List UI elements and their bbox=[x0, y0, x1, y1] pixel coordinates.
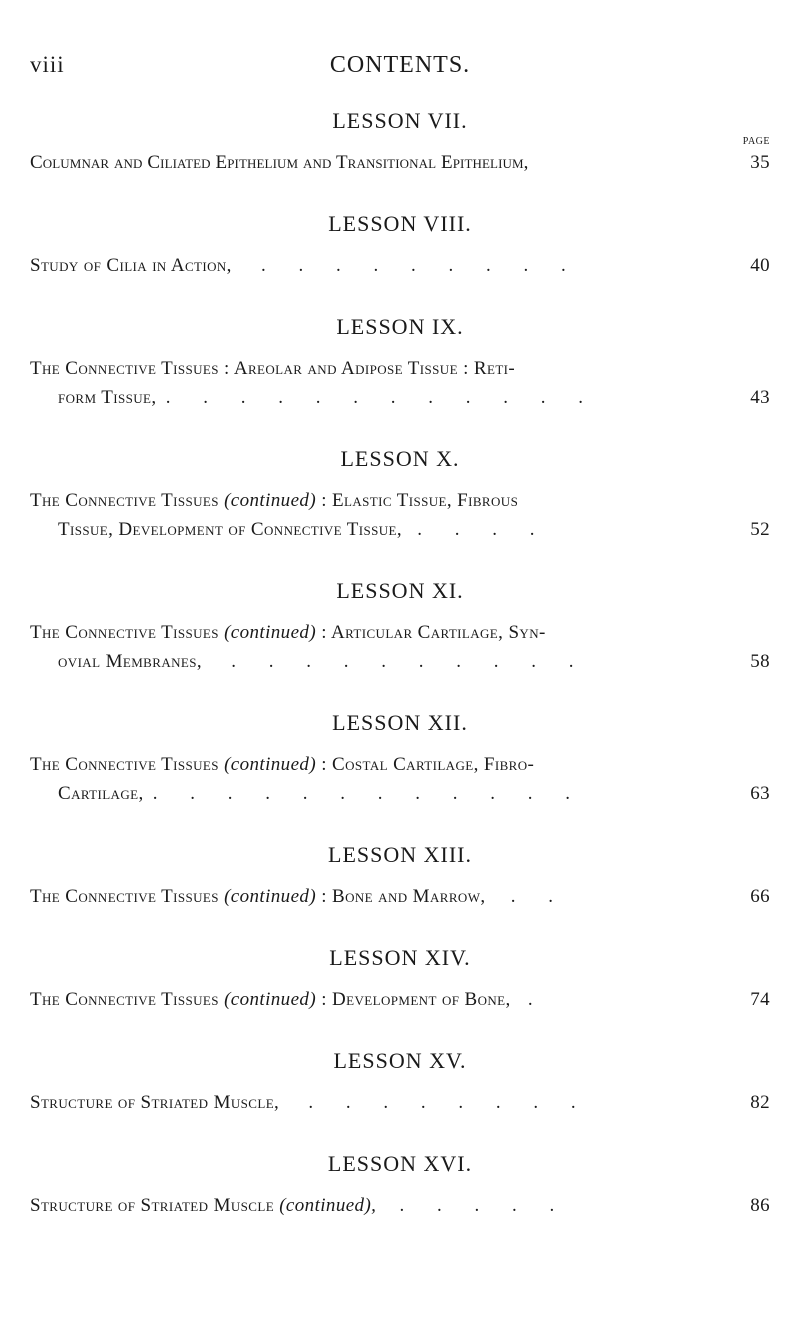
lesson-xiii bbox=[30, 842, 770, 911]
lesson-viii bbox=[30, 211, 770, 280]
dot-leader: . . . . . . . . . . . . bbox=[152, 783, 585, 804]
dot-leader: . . . . . . . . . . . . bbox=[165, 387, 597, 408]
entry-text: Study of Cilia in Action, bbox=[30, 255, 232, 276]
page-ref: 66 bbox=[750, 886, 770, 907]
lesson-vii bbox=[30, 108, 770, 177]
dot-leader: . . . . . . . . . . bbox=[231, 651, 588, 672]
lesson-ix bbox=[30, 314, 770, 412]
entry-text: ovial Membranes, bbox=[58, 651, 203, 672]
entry-text: : Elastic Tissue, Fibrous bbox=[321, 490, 519, 511]
entry-text: The Connective Tissues bbox=[30, 989, 219, 1010]
lesson-title: LESSON XII. bbox=[332, 710, 468, 735]
lesson-xv bbox=[30, 1048, 770, 1117]
entry-line bbox=[30, 383, 770, 412]
entry-text: : Articular Cartilage, Syn- bbox=[321, 622, 546, 643]
entry-line bbox=[30, 779, 770, 808]
lesson-title: LESSON VII. bbox=[332, 108, 468, 133]
page-ref: 52 bbox=[750, 519, 770, 540]
entry-text: The Connective Tissues bbox=[30, 490, 219, 511]
entry-line bbox=[30, 985, 770, 1014]
entry-text: Structure of Striated Muscle, bbox=[30, 1092, 280, 1113]
page-ref: 86 bbox=[750, 1195, 770, 1216]
dot-leader: . . bbox=[510, 886, 567, 907]
entry-italic: (continued) bbox=[224, 886, 317, 907]
page-number: viii bbox=[30, 52, 65, 77]
page-ref: 43 bbox=[750, 387, 770, 408]
lesson-xii bbox=[30, 710, 770, 808]
entry-line bbox=[30, 486, 770, 515]
lesson-title: LESSON XVI. bbox=[327, 1151, 473, 1176]
entry-text: The Connective Tissues bbox=[30, 622, 219, 643]
page-ref: 58 bbox=[750, 651, 770, 672]
dot-leader: . . . . bbox=[417, 519, 549, 540]
entry-line bbox=[30, 251, 770, 280]
dot-leader: . . . . . . . . . bbox=[260, 255, 580, 276]
dot-leader: . . . . . . . . bbox=[308, 1092, 590, 1113]
running-header bbox=[30, 52, 770, 86]
lesson-title: LESSON XIII. bbox=[328, 842, 472, 867]
entry-italic: (continued) bbox=[224, 989, 317, 1010]
entry-line bbox=[30, 354, 770, 383]
entry-italic: (continued) bbox=[224, 622, 317, 643]
dot-leader: . . . . . bbox=[399, 1195, 569, 1216]
lesson-title: LESSON VIII. bbox=[328, 211, 472, 236]
lesson-xi bbox=[30, 578, 770, 676]
lesson-xvi bbox=[30, 1151, 770, 1220]
lesson-title: LESSON XI. bbox=[336, 578, 464, 603]
lesson-title: LESSON IX. bbox=[336, 314, 464, 339]
entry-text: Columnar and Ciliated Epithelium and Transitional Epithelium, bbox=[30, 152, 529, 173]
entry-text: Structure of Striated Muscle bbox=[30, 1195, 275, 1216]
lesson-x bbox=[30, 446, 770, 544]
entry-text: Tissue, Development of Connective Tissue, bbox=[58, 519, 403, 540]
lesson-title: LESSON X. bbox=[340, 446, 460, 471]
entry-italic: (continued) bbox=[224, 754, 317, 775]
entry-text: : Costal Cartilage, Fibro- bbox=[321, 754, 535, 775]
running-title: CONTENTS. bbox=[329, 52, 471, 78]
entry-text: : Bone and Marrow, bbox=[321, 886, 486, 907]
entry-line bbox=[30, 618, 770, 647]
entry-line bbox=[30, 148, 770, 177]
entry-line bbox=[30, 1191, 770, 1220]
page-ref: 40 bbox=[750, 255, 770, 276]
entry-text: Cartilage, bbox=[58, 783, 144, 804]
entry-line bbox=[30, 750, 770, 779]
lesson-title: LESSON XIV. bbox=[329, 945, 471, 970]
entry-text: The Connective Tissues bbox=[30, 754, 219, 775]
entry-line bbox=[30, 647, 770, 676]
entry-text: : Development of Bone, bbox=[321, 989, 511, 1010]
entry-line bbox=[30, 1088, 770, 1117]
dot-leader: . bbox=[527, 989, 547, 1010]
entry-line bbox=[30, 882, 770, 911]
page-column-label: PAGE bbox=[742, 136, 770, 147]
lesson-xiv bbox=[30, 945, 770, 1014]
entry-italic: (continued), bbox=[279, 1195, 377, 1216]
page-ref: 35 bbox=[750, 152, 770, 173]
entry-line bbox=[30, 515, 770, 544]
page-ref: 74 bbox=[750, 989, 770, 1010]
entry-text: The Connective Tissues bbox=[30, 886, 219, 907]
page-ref: 63 bbox=[750, 783, 770, 804]
page-ref: 82 bbox=[750, 1092, 770, 1113]
entry-text: The Connective Tissues : Areolar and Adipose Tissue : Reti- bbox=[30, 358, 516, 379]
entry-text: form Tissue, bbox=[58, 387, 157, 408]
entry-italic: (continued) bbox=[224, 490, 317, 511]
lesson-title: LESSON XV. bbox=[333, 1048, 467, 1073]
